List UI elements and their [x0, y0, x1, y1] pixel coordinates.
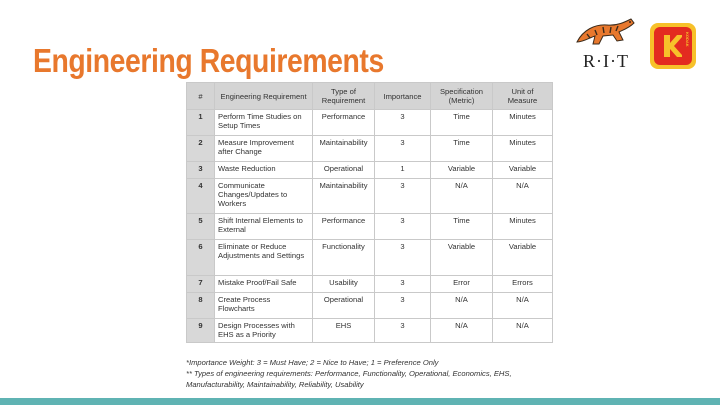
unit-cell: Minutes [493, 136, 553, 162]
row-number: 2 [187, 136, 215, 162]
row-number: 4 [187, 179, 215, 214]
specification-cell: Variable [431, 162, 493, 179]
unit-cell: Minutes [493, 110, 553, 136]
row-number: 1 [187, 110, 215, 136]
type-cell: Maintainability [313, 136, 375, 162]
unit-cell: Errors [493, 276, 553, 293]
types-footnote: ** Types of engineering requirements: Performance, Functionality, Operational, Economics, EHS, Manufacturability, Maintainability, Reliability, Usability [186, 369, 512, 389]
kodak-wordmark: KODAK [685, 32, 690, 47]
header-number: # [187, 83, 215, 110]
requirements-table-container [186, 82, 552, 343]
unit-cell: Variable [493, 240, 553, 276]
unit-cell: N/A [493, 319, 553, 343]
row-number: 3 [187, 162, 215, 179]
header-specification: Specification (Metric) [431, 83, 493, 110]
specification-cell: Time [431, 136, 493, 162]
specification-cell: N/A [431, 179, 493, 214]
table-row [187, 179, 553, 214]
slide-title: Engineering Requirements [33, 42, 384, 79]
requirement-cell: Measure Improvement after Change [215, 136, 313, 162]
type-cell: Operational [313, 293, 375, 319]
type-cell: Performance [313, 214, 375, 240]
requirement-cell: Design Processes with EHS as a Priority [215, 319, 313, 343]
requirement-cell: Waste Reduction [215, 162, 313, 179]
unit-cell: N/A [493, 293, 553, 319]
header-unit-of-measure: Unit of Measure [493, 83, 553, 110]
type-cell: Operational [313, 162, 375, 179]
type-cell: Functionality [313, 240, 375, 276]
unit-cell: Minutes [493, 214, 553, 240]
unit-cell: N/A [493, 179, 553, 214]
unit-cell: Variable [493, 162, 553, 179]
kodak-logo [650, 23, 696, 69]
specification-cell: N/A [431, 319, 493, 343]
specification-cell: Time [431, 214, 493, 240]
header-engineering-requirement: Engineering Requirement [215, 83, 313, 110]
importance-cell: 3 [375, 319, 431, 343]
table-row [187, 136, 553, 162]
rit-logo [573, 16, 637, 70]
table-row [187, 240, 553, 276]
requirement-cell: Mistake Proof/Fail Safe [215, 276, 313, 293]
table-row [187, 162, 553, 179]
type-cell: Usability [313, 276, 375, 293]
importance-cell: 3 [375, 110, 431, 136]
importance-footnote: *Importance Weight: 3 = Must Have; 2 = Nice to Have; 1 = Preference Only [186, 358, 439, 367]
row-number: 7 [187, 276, 215, 293]
row-number: 8 [187, 293, 215, 319]
row-number: 9 [187, 319, 215, 343]
header-importance: Importance [375, 83, 431, 110]
rit-wordmark: R·I·T [583, 51, 629, 71]
importance-cell: 3 [375, 240, 431, 276]
importance-cell: 3 [375, 179, 431, 214]
requirement-cell: Create Process Flowcharts [215, 293, 313, 319]
table-footnotes [186, 357, 552, 390]
requirements-table [186, 82, 553, 343]
type-cell: Performance [313, 110, 375, 136]
kodak-k-icon [661, 33, 683, 59]
tiger-mascot-icon [573, 16, 637, 50]
row-number: 5 [187, 214, 215, 240]
importance-cell: 3 [375, 276, 431, 293]
table-row [187, 293, 553, 319]
row-number: 6 [187, 240, 215, 276]
importance-cell: 3 [375, 214, 431, 240]
type-cell: Maintainability [313, 179, 375, 214]
specification-cell: N/A [431, 293, 493, 319]
type-cell: EHS [313, 319, 375, 343]
header-type-of-requirement: Type of Requirement [313, 83, 375, 110]
bottom-accent-bar [0, 398, 720, 405]
requirement-cell: Perform Time Studies on Setup Times [215, 110, 313, 136]
table-row [187, 214, 553, 240]
requirement-cell: Communicate Changes/Updates to Workers [215, 179, 313, 214]
importance-cell: 3 [375, 136, 431, 162]
table-row [187, 319, 553, 343]
requirement-cell: Eliminate or Reduce Adjustments and Settings [215, 240, 313, 276]
table-row [187, 110, 553, 136]
specification-cell: Error [431, 276, 493, 293]
requirement-cell: Shift Internal Elements to External [215, 214, 313, 240]
importance-cell: 1 [375, 162, 431, 179]
table-header-row [187, 83, 553, 110]
specification-cell: Variable [431, 240, 493, 276]
importance-cell: 3 [375, 293, 431, 319]
specification-cell: Time [431, 110, 493, 136]
table-row [187, 276, 553, 293]
